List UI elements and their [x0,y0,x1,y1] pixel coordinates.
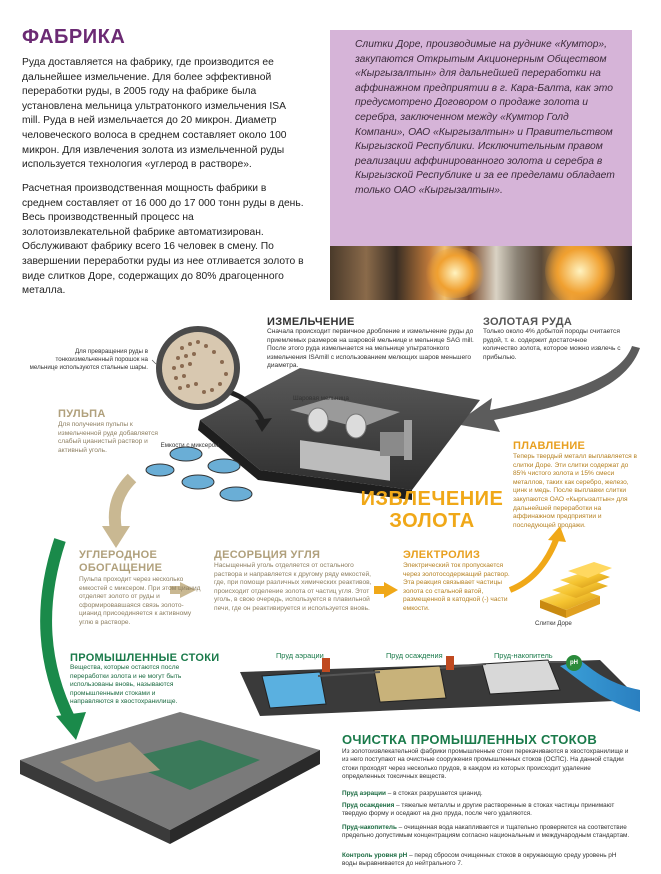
treatment-intro: Из золотоизвлекательной фабрики промышленные стоки перекачиваются в хвостохранилище и из него поступают на очистные сооружения промышленных стоков (ОСПС). На данной стадии стоки проходят через несколько прудов, в каждом из которых происходит удаление определенных токсичных веществ. [342,748,629,781]
desorption-to-electrolysis-arrow [384,582,398,598]
treatment-item-text: – очищенная вода накапливается и тщательно проверяется на соответствие предельно допустимым концентрациям согласно национальным и международным стандартам. [342,824,630,840]
treatment-item-text: – в стоках разрушается цианид. [385,790,483,797]
treatment-item-accumulator [342,824,632,841]
intro-paragraph: Руда доставляется на фабрику, где производится ее дальнейшее измельчение. Для более эффективной переработки руды, в 2005 году на фабрике была установлена мельница ультратонкого измельчения ISA mill. Руда в ней измельчается до 20 микрон. Диаметр человеческого волоса в среднем составляет около 100 микрон. Для извлечения золота из измельченной руды используется технология «углерод в растворе». [22,57,287,171]
industrial-waste-text: Вещества, которые остаются после переработки золота и не могут быть использованы вновь, называются промышленными стоками и направляются в хвостохранилище. [70,664,182,706]
gold-ore-text: Только около 4% добытой породы считается рудой, т. е. содержит достаточное количество золота, которое можно извлечь с прибылью. [483,328,621,361]
milling-title: ИЗМЕЛЬЧЕНИЕ [267,316,355,328]
treatment-item-aeration [342,790,632,798]
treatment-item-label: Контроль уровня pH [342,852,408,859]
tailings-storage-image [20,712,320,844]
dore-bars-label: Слитки Доре [535,620,572,627]
gold-ore-title: ЗОЛОТАЯ РУДА [483,316,573,328]
desorption-text: Насыщенный уголь отделяется от остального раствора и направляется к другому ряду емкостей, где, при помощи различных химических реактивов, происходит отделение золота от частиц угля. Этот уголь, в свою очередь, используется в плавильной печи, где он реактивируется и используется вновь. [214,562,372,612]
treatment-item-label: Пруд-накопитель [342,824,397,831]
carbon-title: УГЛЕРОДНОЕ ОБОГАЩЕНИЕ [79,549,163,574]
factory-platform [198,368,480,500]
dore-bars-image [540,562,612,618]
page-title: ФАБРИКА [22,26,126,48]
smelting-text: Теперь твердый металл выплавляется в слитки Доре. Эти слитки содержат до 85% чистого золота и 15% смеси металлов, таких как серебро, железо, цинк и медь. После выплавки слитки закупаются ОАО «Кыргызалтын» для дальнейшей переработки на аффинажном предприятии и последующей продажи. [513,453,638,529]
milling-text: Сначала происходит первичное дробление и измельчение руды до приемлемых размеров на шаровой мельнице и мельнице SAG mill. После этого руда измельчается на мельнице ультратонкого измельчения ISAmill с использованием мелющих шаров меньшего диаметра. [267,328,474,370]
pulp-arrow [115,478,132,530]
electrolysis-text: Электрический ток пропускается через золотосодержащий раствор. Эта реакция связывает частицы золота со стальной ватой, размещенной в катодной (-) части емкости. [403,562,510,612]
treatment-title: ОЧИСТКА ПРОМЫШЛЕННЫХ СТОКОВ [342,732,598,747]
electrolysis-to-smelting-arrow [510,540,556,590]
mixer-tanks-label: Емкости с миксером [160,442,220,449]
aeration-pond-label: Пруд аэрации [276,651,324,660]
industrial-waste-title: ПРОМЫШЛЕННЫЕ СТОКИ [70,652,220,664]
waste-arrow [46,540,70,720]
intro-paragraph-capacity: Расчетная производственная мощность фабрики в среднем составляет от 16 000 до 17 000 тонн руды в день. Весь производственный процесс на золотоизвлекательной фабрике автоматизирован. Обслуживают фабрику всего 16 человек в смену. По завершении переработки руды из нее отливается золото в виде слитков Доре, содержащих до 80% драгоценного металла. [22,183,304,297]
carbon-text: Пульпа проходит через несколько емкостей с миксером. При этом цианид отделяет золото от руды и сформировавшаяся связь золото-цианид присоединяется к активному углю в растворе. [79,576,201,626]
accumulator-pond-label: Пруд-накопитель [494,651,553,660]
desorption-title: ДЕСОРБЦИЯ УГЛЯ [214,549,321,561]
smelting-title: ПЛАВЛЕНИЕ [513,440,586,452]
treatment-item-text: – тяжелые металлы и другие растворенные в стоках частицы принимают твердую форму и оседают на дно пруда, после чего удаляются. [342,802,615,818]
treatment-item-settling [342,802,632,819]
ph-badge: pH [566,655,582,671]
treatment-item-label: Пруд аэрации [342,790,386,797]
steel-balls-note: Для превращения руды в тонкоизмельченный порошок на мельнице используются стальные шары. [29,348,148,371]
settling-pond-label: Пруд осаждения [386,651,443,660]
treatment-item-text: – перед сбросом очищенных стоков в окружающую среду уровень pH воды выравнивается до нейтрального 7. [342,852,617,868]
extraction-title-line1: ИЗВЛЕЧЕНИЕ [360,488,504,510]
treatment-item-ph [342,852,632,869]
treatment-item-label: Пруд осаждения [342,802,395,809]
quote-text: Слитки Доре, производимые на руднике «Кумтор», закупаются Открытым Акционерным Обществом «Кыргызалтын» для дальнейшей переработки на аффинажном предприятии в г. Кара-Балта, как это предусмотрено Договором о продаже золота и серебра, заключенном между «Кумтор Голд Компани», ОАО «Кыргызалтын» и Правительством Кыргызской Республики. Исключительным правом реализации аффинированного золота и серебра в Кыргызской Республике и за ее пределами обладает только ОАО «Кыргызалтын». [355,39,615,196]
pulp-text: Для получения пульпы к измельченной руде добавляется слабый цианистый раствор и активный уголь. [58,421,158,454]
extraction-title-line2: ЗОЛОТА [389,510,475,532]
ball-mill-cross-section [156,326,240,410]
electrolysis-title: ЭЛЕКТРОЛИЗ [403,549,481,561]
ball-mill-label: Шаровая мельница [293,395,349,402]
pulp-title: ПУЛЬПА [58,408,106,420]
extraction-title [352,488,512,532]
